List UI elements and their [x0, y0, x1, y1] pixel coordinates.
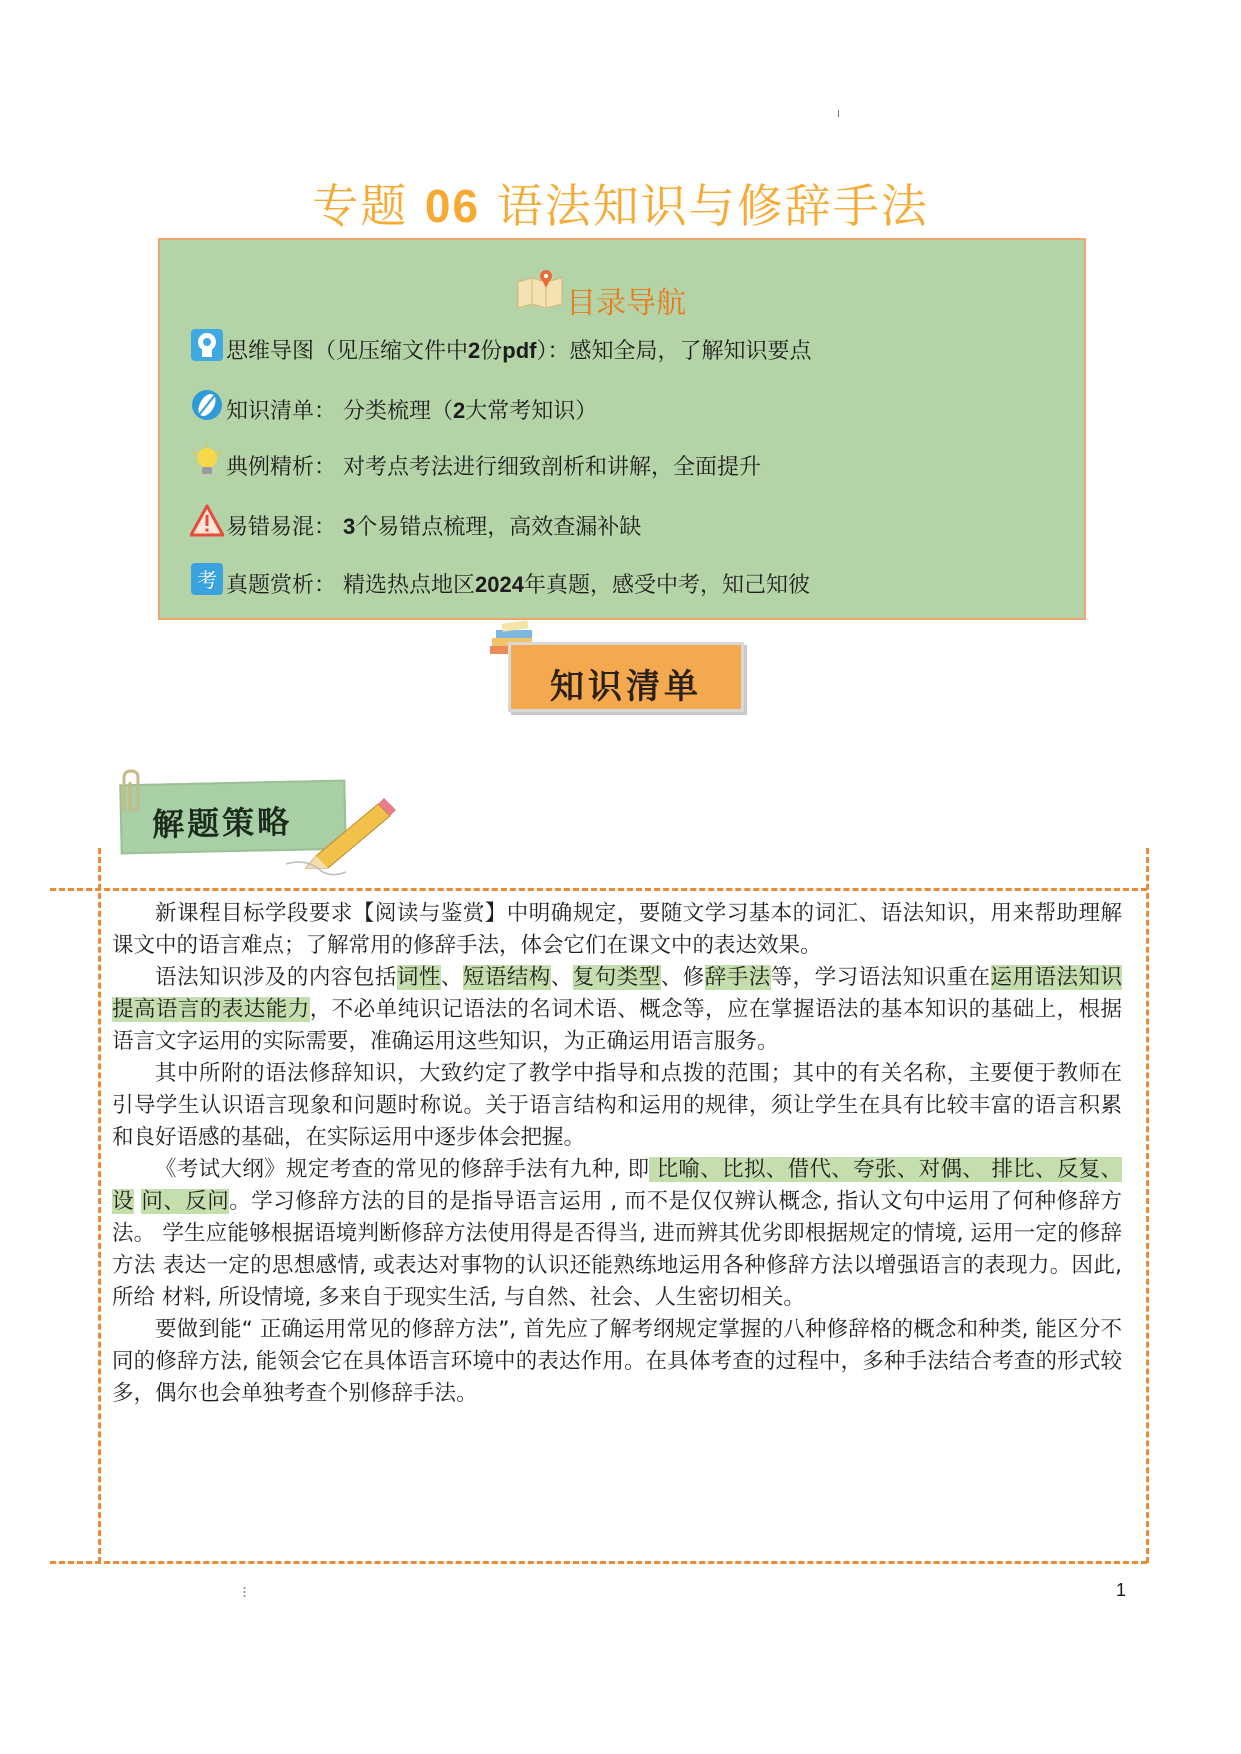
knowledge-list-plate: 知识清单 [508, 642, 744, 712]
strategy-label [110, 768, 400, 878]
brain-head-icon [190, 328, 224, 362]
strategy-plate: 解题策略 [119, 780, 346, 855]
toc-heading-label: 目录导航 [566, 286, 686, 321]
toc-item-examples[interactable] [190, 444, 1070, 484]
map-pin-icon [516, 268, 564, 308]
pencil-icon [286, 798, 406, 878]
frame-top-border [50, 888, 1147, 891]
toc-item-knowledge[interactable] [190, 388, 1070, 428]
paragraph-4: 《考试大纲》规定考查的常见的修辞手法有九种, 即 比喻、比拟、借代、夸张、对偶、 排比、反复、设 问、反问。学习修辞方法的目的是指导语言运用 , 而不是仅仅辨认概念, 指认文句中运用了何种修辞方法。 学生应能够根据语境判断修辞方法使用得是否得当, 进而辨其优劣即根据规定的情境, 运用一定的修辞方法 表达一定的思想感情, 或表达对事物的认识还能熟练地运用各种修辞方法以增强语言的表现力。因此, 所给 材料, 所设情境, 多来自于现实生活, 与自然、社会、人生密切相关。 [112, 1157, 1123, 1310]
toc-box [158, 238, 1086, 620]
strategy-body [112, 898, 1122, 1410]
scan-dots [243, 1586, 246, 1598]
paperclip-icon [110, 768, 150, 818]
toc-heading [516, 262, 736, 320]
frame-left-border [98, 848, 101, 1563]
knowledge-list-banner [490, 620, 755, 720]
page-number: 1 [1116, 1580, 1127, 1600]
paragraph-5: 要做到能“ 正确运用常见的修辞方法”, 首先应了解考纲规定掌握的八种修辞格的概念和种类, 能区分不同的修辞方法, 能领会它在具体语言环境中的表达作用。在具体考查的过程中，多种手法结合考查的形式较多，偶尔也会单独考查个别修辞手法。 [112, 1317, 1122, 1406]
exam-icon [190, 562, 224, 596]
toc-item-real-exams[interactable] [190, 562, 1070, 602]
frame-bottom-border [50, 1561, 1147, 1564]
toc-item-mindmap[interactable] [190, 328, 1070, 368]
frame-right-border [1146, 848, 1149, 1563]
toc-item-text: 真题赏析： 精选热点地区2024年真题，感受中考，知己知彼 [226, 572, 810, 598]
leaf-icon [190, 388, 224, 422]
toc-item-text: 典例精析： 对考点考法进行细致剖析和讲解，全面提升 [226, 455, 761, 480]
toc-item-text: 知识清单： 分类梳理（2大常考知识） [226, 398, 598, 424]
toc-item-text: 易错易混： 3个易错点梳理，高效查漏补缺 [226, 514, 642, 540]
paragraph-1: 新课程目标学段要求【阅读与鉴赏】中明确规定，要随文学习基本的词汇、语法知识，用来帮助理解课文中的语言难点；了解常用的修辞手法，体会它们在课文中的表达效果。 [112, 901, 1122, 958]
warning-icon [190, 504, 224, 538]
svg-text:考: 考 [197, 568, 217, 592]
lightbulb-icon [190, 444, 224, 478]
page-title: 专题 06 语法知识与修辞手法 [312, 179, 929, 233]
paragraph-3: 其中所附的语法修辞知识，大致约定了教学中指导和点拨的范围；其中的有关名称，主要便于教师在引导学生认识语言现象和问题时称说。关于语言结构和运用的规律，须让学生在具有比较丰富的语言积累和良好语感的基础，在实际运用中逐步体会把握。 [112, 1061, 1122, 1150]
scan-mark [838, 110, 839, 117]
toc-item-mistakes[interactable] [190, 504, 1070, 544]
paragraph-2: 语法知识涉及的内容包括词性、短语结构、复句类型、修辞手法等，学习语法知识重在运用语法知识提高语言的表达能力，不必单纯识记语法的名词术语、概念等，应在掌握语法的基本知识的基础上，根据语言文字运用的实际需要，准确运用这些知识，为正确运用语言服务。 [112, 965, 1122, 1054]
toc-item-text: 思维导图（见压缩文件中2份pdf）：感知全局，了解知识要点 [226, 338, 812, 364]
